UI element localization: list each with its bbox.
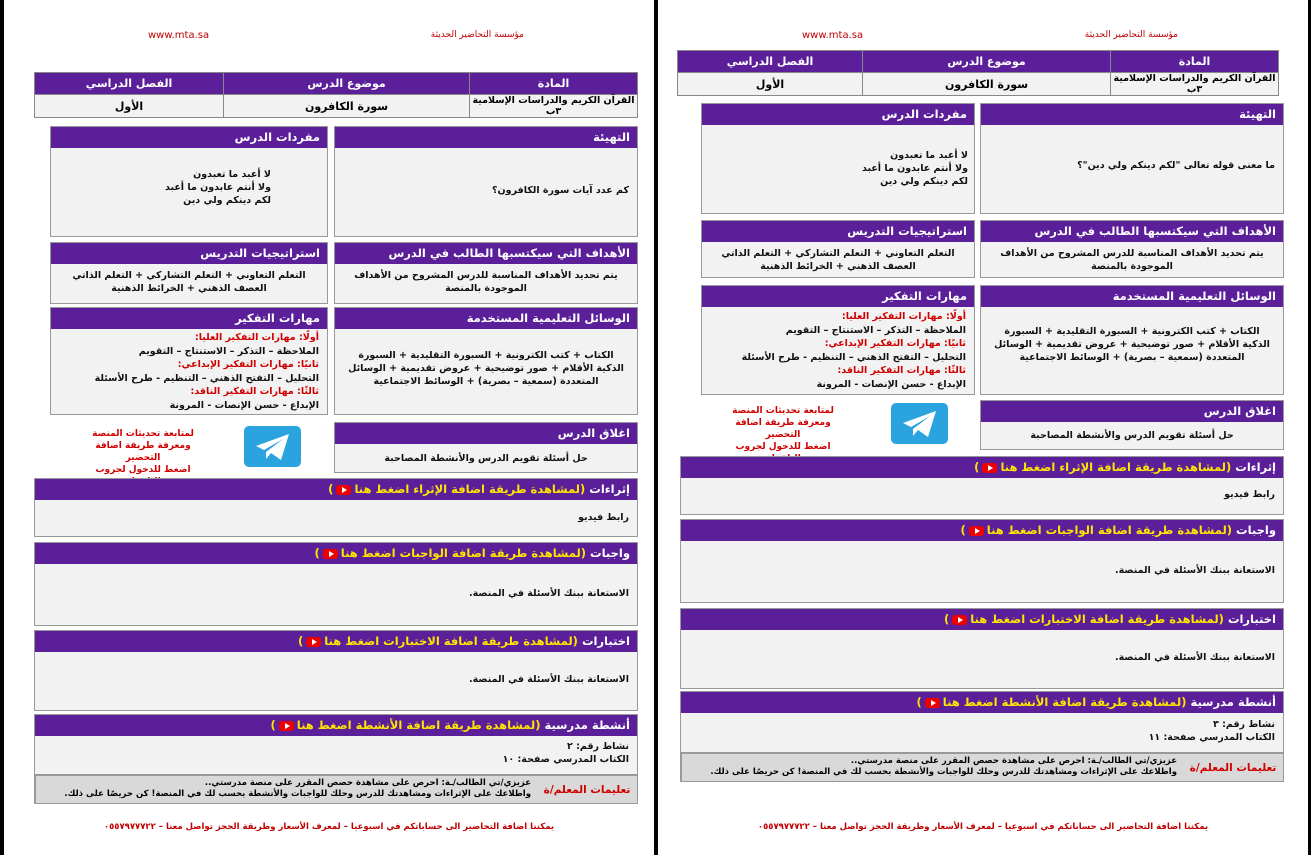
thinking-line: الملاحظة – التذكر – الاستنتاج – التقويم (785, 324, 966, 336)
activities-title: أنشطة مدرسية (1190, 695, 1276, 709)
teacher-instructions (680, 753, 1284, 782)
tools-text: الكتاب + كتب الكترونية + السبورة التقليدية + السبورة الذكية الأقلام + صور توضيحية + عروض تقديمية + الوسائل المتعددة (سمعية – بصرية) + الوسائط الاجتماعية (335, 329, 637, 414)
org-name: مؤسسة التحاضير الحديثة (430, 30, 524, 40)
thinking-title: مهارات التفكير (702, 286, 974, 307)
activities-header: أنشطة مدرسية (لمشاهدة طريقة اضافة الأنشطة اضغط هنا) (681, 692, 1283, 713)
topic-value: سورة الكافرون (863, 73, 1111, 96)
homework-header: واجبات (لمشاهدة طريقة اضافة الواجبات اضغط هنا) (681, 520, 1283, 541)
thinking-heading: ثالثًا: مهارات التفكير الناقد: (837, 365, 966, 376)
homework-text: الاستعانة ببنك الأسئلة في المنصة. (35, 564, 637, 625)
homework-box (34, 542, 638, 626)
vocab-line: لا أعبد ما تعبدون (890, 150, 968, 161)
thinking-line: الملاحظة – التذكر – الاستنتاج – التقويم (138, 345, 319, 357)
semester-value: الأول (678, 73, 863, 96)
tests-title: اختبارات (1227, 612, 1276, 626)
homework-text: الاستعانة ببنك الأسئلة في المنصة. (681, 541, 1283, 602)
tests-text: الاستعانة ببنك الأسئلة في المنصة. (35, 652, 637, 710)
instructions-line: عزيزي/تي الطالب/ـة: احرص على مشاهدة حصص المقرر على منصة مدرستي.. (850, 756, 1177, 766)
intro-text: كم عدد آيات سورة الكافرون؟ (335, 148, 637, 236)
activities-box (680, 691, 1284, 753)
enrich-title: إثراءات (589, 482, 630, 496)
tests-link[interactable]: (لمشاهدة طريقة اضافة الاختبارات اضغط هنا (324, 634, 578, 648)
youtube-icon[interactable] (306, 637, 321, 647)
site-url[interactable]: www.mta.sa (148, 30, 210, 41)
strategies-title: استراتيجيات التدريس (51, 243, 327, 264)
promo-line: لمتابعة تحديثات المنصة (92, 429, 194, 439)
enrich-box (680, 456, 1284, 515)
instructions-line: واطلاعك على الإثراءات ومشاهدتك للدرس وحلك للواجبات والأنشطة بحسب لك في المنصة! كن حريصًا على ذلك. (64, 789, 531, 799)
tests-text: الاستعانة ببنك الأسئلة في المنصة. (681, 630, 1283, 688)
tests-link[interactable]: (لمشاهدة طريقة اضافة الاختبارات اضغط هنا (970, 612, 1224, 626)
enrich-header: إثراءات (لمشاهدة طريقة اضافة الإثراء اضغط هنا) (681, 457, 1283, 478)
intro-box (980, 103, 1284, 214)
enrich-title: إثراءات (1235, 460, 1276, 474)
promo-line: ومعرفة طريقة اضافة التحضير (735, 418, 831, 440)
homework-header: واجبات (لمشاهدة طريقة اضافة الواجبات اضغط هنا) (35, 543, 637, 564)
promo-line: لمتابعة تحديثات المنصة (732, 406, 834, 416)
subject-value: القرآن الكريم والدراسات الإسلامية ٣ب (1111, 73, 1279, 96)
strategies-text: التعلم التعاوني + التعلم التشاركي + التعلم الذاتي العصف الذهني + الخرائط الذهنية (702, 242, 974, 277)
goals-box (334, 242, 638, 304)
thinking-list (51, 329, 327, 414)
thinking-list (702, 307, 974, 394)
closing-box (980, 400, 1284, 450)
tests-box (34, 630, 638, 711)
teacher-instructions (34, 775, 638, 804)
info-table (34, 72, 638, 118)
vocab-line: ولا أنتم عابدون ما أعبد (164, 182, 271, 193)
youtube-icon[interactable] (969, 526, 984, 536)
instructions-text (35, 776, 537, 803)
thinking-line: الإبداع - حسن الإنصات - المرونة (169, 399, 319, 411)
strategies-box (701, 220, 975, 278)
tools-box (334, 307, 638, 415)
col-subject: المادة (1111, 51, 1279, 73)
vocab-line: لكم دينكم ولي دين (183, 195, 271, 206)
homework-title: واجبات (1236, 523, 1276, 537)
instructions-label: تعليمات المعلم/ة (1183, 754, 1283, 781)
enrich-link[interactable]: (لمشاهدة طريقة اضافة الإثراء اضغط هنا (1000, 460, 1232, 474)
intro-text: ما معنى قوله تعالى "لكم دينكم ولي دين"؟ (981, 125, 1283, 213)
youtube-icon[interactable] (982, 463, 997, 473)
tools-text: الكتاب + كتب الكترونية + السبورة التقليدية + السبورة الذكية الأقلام + صور توضيحية + عروض تقديمية + الوسائل المتعددة (سمعية – بصرية) + الوسائط الاجتماعية (981, 307, 1283, 394)
thinking-heading: ثانيًا: مهارات التفكير الإبداعي: (824, 338, 966, 349)
tests-title: اختبارات (581, 634, 630, 648)
instructions-line: عزيزي/تي الطالب/ـة: احرص على مشاهدة حصص المقرر على منصة مدرستي.. (204, 778, 531, 788)
topic-value: سورة الكافرون (224, 95, 470, 118)
enrich-link[interactable]: (لمشاهدة طريقة اضافة الإثراء اضغط هنا (354, 482, 586, 496)
col-topic: موضوع الدرس (863, 51, 1111, 73)
thinking-heading: أولًا: مهارات التفكير العليا: (194, 332, 319, 343)
closing-text: حل أسئلة تقويم الدرس والأنشطة المصاحبة (335, 444, 637, 472)
activities-link[interactable]: (لمشاهدة طريقة اضافة الأنشطة اضغط هنا (296, 718, 541, 732)
enrich-box (34, 478, 638, 537)
closing-box (334, 422, 638, 473)
goals-box (980, 220, 1284, 278)
col-semester: الفصل الدراسي (678, 51, 863, 73)
telegram-icon[interactable] (891, 403, 948, 444)
book-page: الكتاب المدرسي صفحة: ١١ (1148, 732, 1275, 743)
youtube-icon[interactable] (279, 721, 294, 731)
activities-header: أنشطة مدرسية (لمشاهدة طريقة اضافة الأنشطة اضغط هنا) (35, 715, 637, 736)
tests-header: اختبارات (لمشاهدة طريقة اضافة الاختبارات اضغط هنا) (681, 609, 1283, 630)
vocab-box (50, 126, 328, 237)
thinking-heading: ثالثًا: مهارات التفكير الناقد: (190, 386, 319, 397)
youtube-icon[interactable] (323, 549, 338, 559)
book-page: الكتاب المدرسي صفحة: ١٠ (502, 754, 629, 765)
info-table (677, 50, 1279, 96)
enrich-header: إثراءات (لمشاهدة طريقة اضافة الإثراء اضغط هنا) (35, 479, 637, 500)
semester-value: الأول (35, 95, 224, 118)
tools-box (980, 285, 1284, 395)
col-subject: المادة (470, 73, 638, 95)
vocab-line: ولا أنتم عابدون ما أعبد (861, 163, 968, 174)
activities-link[interactable]: (لمشاهدة طريقة اضافة الأنشطة اضغط هنا (942, 695, 1187, 709)
goals-text: يتم تحديد الأهداف المناسبة للدرس المشروح من الأهداف الموجودة بالمنصة (981, 242, 1283, 277)
thinking-heading: أولًا: مهارات التفكير العليا: (841, 311, 966, 322)
footer-note: يمكننا اضافة التحاضير الى حساباتكم في اسبوعيا – لمعرف الأسعار وطريقة الحجز تواصل معنا – ٠٥٥٧٩٧٧٧٢٢ (757, 822, 1209, 832)
thinking-line: الإبداع - حسن الإنصات - المرونة (816, 378, 966, 390)
tests-header: اختبارات (لمشاهدة طريقة اضافة الاختبارات اضغط هنا) (35, 631, 637, 652)
goals-text: يتم تحديد الأهداف المناسبة للدرس المشروح من الأهداف الموجودة بالمنصة (335, 264, 637, 303)
thinking-line: التحليل – التفتح الذهني – التنظيم - طرح الأسئلة (94, 372, 319, 384)
goals-title: الأهداف التي سيكتسبها الطالب في الدرس (335, 243, 637, 264)
instructions-label: تعليمات المعلم/ة (537, 776, 637, 803)
vocab-box (701, 103, 975, 214)
youtube-icon[interactable] (925, 698, 940, 708)
page-left (4, 0, 654, 855)
activity-number: نشاط رقم: ٢ (566, 741, 629, 752)
strategies-box (50, 242, 328, 304)
activities-box (34, 714, 638, 775)
subject-value: القرآن الكريم والدراسات الإسلامية ٣ب (470, 95, 638, 118)
vocab-list (702, 125, 974, 213)
thinking-line: التحليل – التفتح الذهني – التنظيم - طرح الأسئلة (741, 351, 966, 363)
thinking-title: مهارات التفكير (51, 308, 327, 329)
promo-line: ومعرفة طريقة اضافة التحضير (95, 441, 191, 463)
activities-list (681, 713, 1283, 752)
vocab-title: مفردات الدرس (702, 104, 974, 125)
strategies-text: التعلم التعاوني + التعلم التشاركي + التعلم الذاتي العصف الذهني + الخرائط الذهنية (51, 264, 327, 303)
instructions-text (681, 754, 1183, 781)
closing-title: اغلاق الدرس (981, 401, 1283, 422)
activities-list (35, 736, 637, 774)
org-name: مؤسسة التحاضير الحديثة (1084, 30, 1178, 40)
thinking-box (50, 307, 328, 415)
goals-title: الأهداف التي سيكتسبها الطالب في الدرس (981, 221, 1283, 242)
col-topic: موضوع الدرس (224, 73, 470, 95)
vocab-line: لكم دينكم ولي دين (880, 176, 968, 187)
tools-title: الوسائل التعليمية المستخدمة (981, 286, 1283, 307)
homework-box (680, 519, 1284, 603)
thinking-heading: ثانيًا: مهارات التفكير الإبداعي: (177, 359, 319, 370)
promo-line: اضغط للدخول لجروب (95, 465, 191, 475)
footer-note: يمكننا اضافة التحاضير الى حساباتكم في اسبوعيا – لمعرف الأسعار وطريقة الحجز تواصل معنا – ٠٥٥٧٩٧٧٧٢٢ (103, 822, 555, 832)
enrich-text[interactable]: رابط فيديو (35, 500, 637, 536)
intro-title: التهيئة (335, 127, 637, 148)
site-url[interactable]: www.mta.sa (802, 30, 864, 41)
col-semester: الفصل الدراسي (35, 73, 224, 95)
closing-title: اغلاق الدرس (335, 423, 637, 444)
vocab-list (51, 148, 327, 236)
vocab-line: لا أعبد ما تعبدون (193, 169, 271, 180)
strategies-title: استراتيجيات التدريس (702, 221, 974, 242)
homework-link[interactable]: (لمشاهدة طريقة اضافة الواجبات اضغط هنا (340, 546, 587, 560)
youtube-icon[interactable] (336, 485, 351, 495)
homework-title: واجبات (590, 546, 630, 560)
tests-box (680, 608, 1284, 689)
tools-title: الوسائل التعليمية المستخدمة (335, 308, 637, 329)
enrich-text[interactable]: رابط فيديو (681, 478, 1283, 514)
homework-link[interactable]: (لمشاهدة طريقة اضافة الواجبات اضغط هنا (986, 523, 1233, 537)
activities-title: أنشطة مدرسية (544, 718, 630, 732)
vocab-title: مفردات الدرس (51, 127, 327, 148)
page-right (658, 0, 1308, 855)
intro-box (334, 126, 638, 237)
closing-text: حل أسئلة تقويم الدرس والأنشطة المصاحبة (981, 422, 1283, 449)
intro-title: التهيئة (981, 104, 1283, 125)
activity-number: نشاط رقم: ٣ (1212, 719, 1275, 730)
youtube-icon[interactable] (952, 615, 967, 625)
telegram-icon[interactable] (244, 426, 301, 467)
instructions-line: واطلاعك على الإثراءات ومشاهدتك للدرس وحلك للواجبات والأنشطة بحسب لك في المنصة! كن حريصًا على ذلك. (710, 767, 1177, 777)
promo-line: اضغط للدخول لجروب (735, 442, 831, 452)
thinking-box (701, 285, 975, 395)
